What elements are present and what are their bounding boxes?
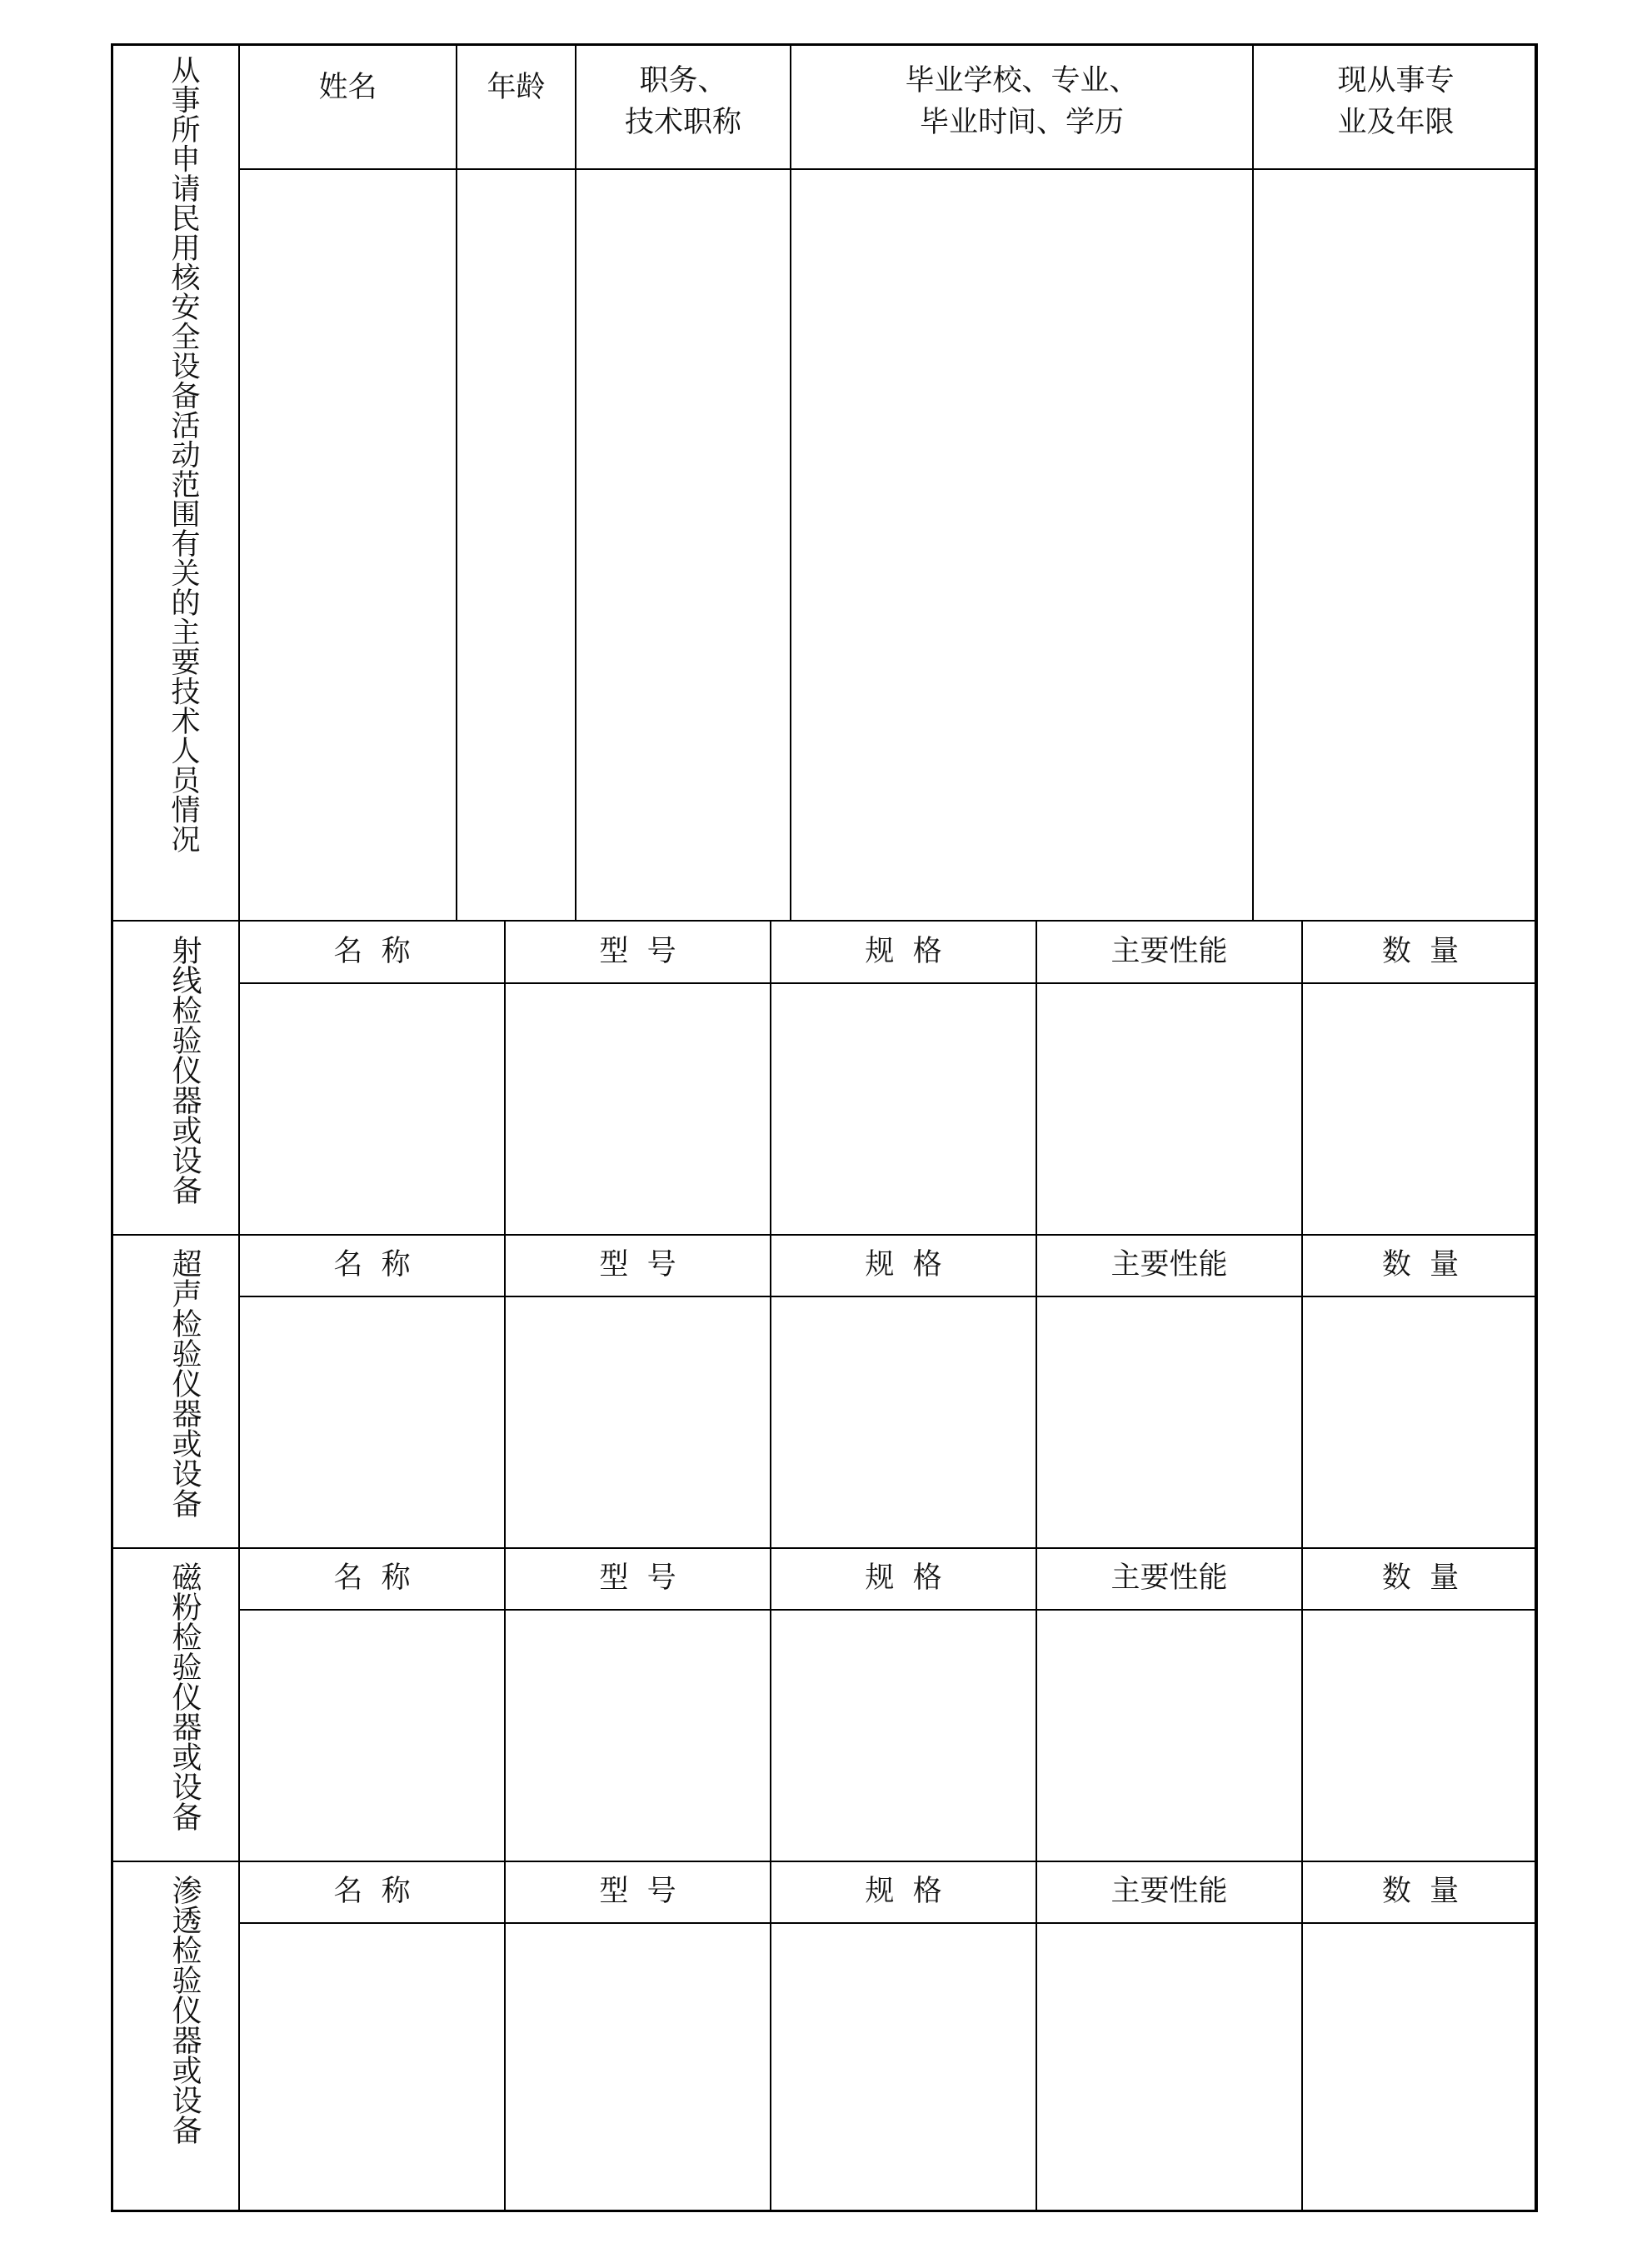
s2-header-model: 型 号: [599, 1248, 676, 1281]
s3-header-quantity: 数 量: [1381, 1561, 1460, 1595]
header-divider-1: [238, 982, 1538, 984]
header-education: 毕业学校、专业、 毕业时间、学历: [905, 64, 1139, 139]
s2-header-name: 名 称: [333, 1248, 411, 1281]
s1-header-model: 型 号: [599, 934, 676, 968]
s2-header-spec: 规 格: [865, 1248, 942, 1281]
personnel-col-divider-3: [790, 43, 791, 920]
header-name: 姓名: [318, 71, 377, 104]
s4-header-quantity: 数 量: [1381, 1875, 1460, 1908]
bottom-border: [111, 2210, 1538, 2212]
penetrant-side-label: 渗透检验仪器或设备: [167, 1875, 202, 2145]
s3-header-performance: 主要性能: [1110, 1561, 1228, 1595]
s4-header-performance: 主要性能: [1110, 1875, 1228, 1908]
s1-header-name: 名 称: [333, 934, 411, 968]
header-position-title: 职务、 技术职称: [624, 64, 741, 139]
s4-header-model: 型 号: [599, 1875, 676, 1908]
s3-header-model: 型 号: [599, 1561, 676, 1595]
header-divider-3: [238, 1609, 1538, 1611]
s1-header-performance: 主要性能: [1110, 934, 1228, 968]
s1-header-quantity: 数 量: [1381, 934, 1460, 968]
s3-header-spec: 规 格: [865, 1561, 942, 1595]
personnel-col-divider-4: [1252, 43, 1254, 920]
personnel-side-label: 从事所申请民用核安全设备活动范围有关的主要技术人员情况: [167, 55, 200, 854]
s4-header-spec: 规 格: [865, 1875, 942, 1908]
radiographic-side-label: 射线检验仪器或设备: [167, 935, 202, 1205]
header-divider-2: [238, 1296, 1538, 1297]
personnel-col-divider-2: [575, 43, 576, 920]
magnetic-particle-side-label: 磁粉检验仪器或设备: [167, 1561, 202, 1831]
s2-header-performance: 主要性能: [1110, 1248, 1228, 1281]
s2-header-quantity: 数 量: [1381, 1248, 1460, 1281]
s1-header-spec: 规 格: [865, 934, 942, 968]
header-divider-4: [238, 1922, 1538, 1924]
s3-header-name: 名 称: [333, 1561, 411, 1595]
personnel-header-divider: [238, 168, 1538, 170]
personnel-col-divider-1: [456, 43, 457, 920]
ultrasonic-side-label: 超声检验仪器或设备: [167, 1248, 202, 1518]
equipment-form: [111, 43, 1538, 2211]
header-current-specialty: 现从事专 业及年限: [1337, 64, 1455, 139]
header-age: 年龄: [487, 71, 546, 104]
s4-header-name: 名 称: [333, 1875, 411, 1908]
